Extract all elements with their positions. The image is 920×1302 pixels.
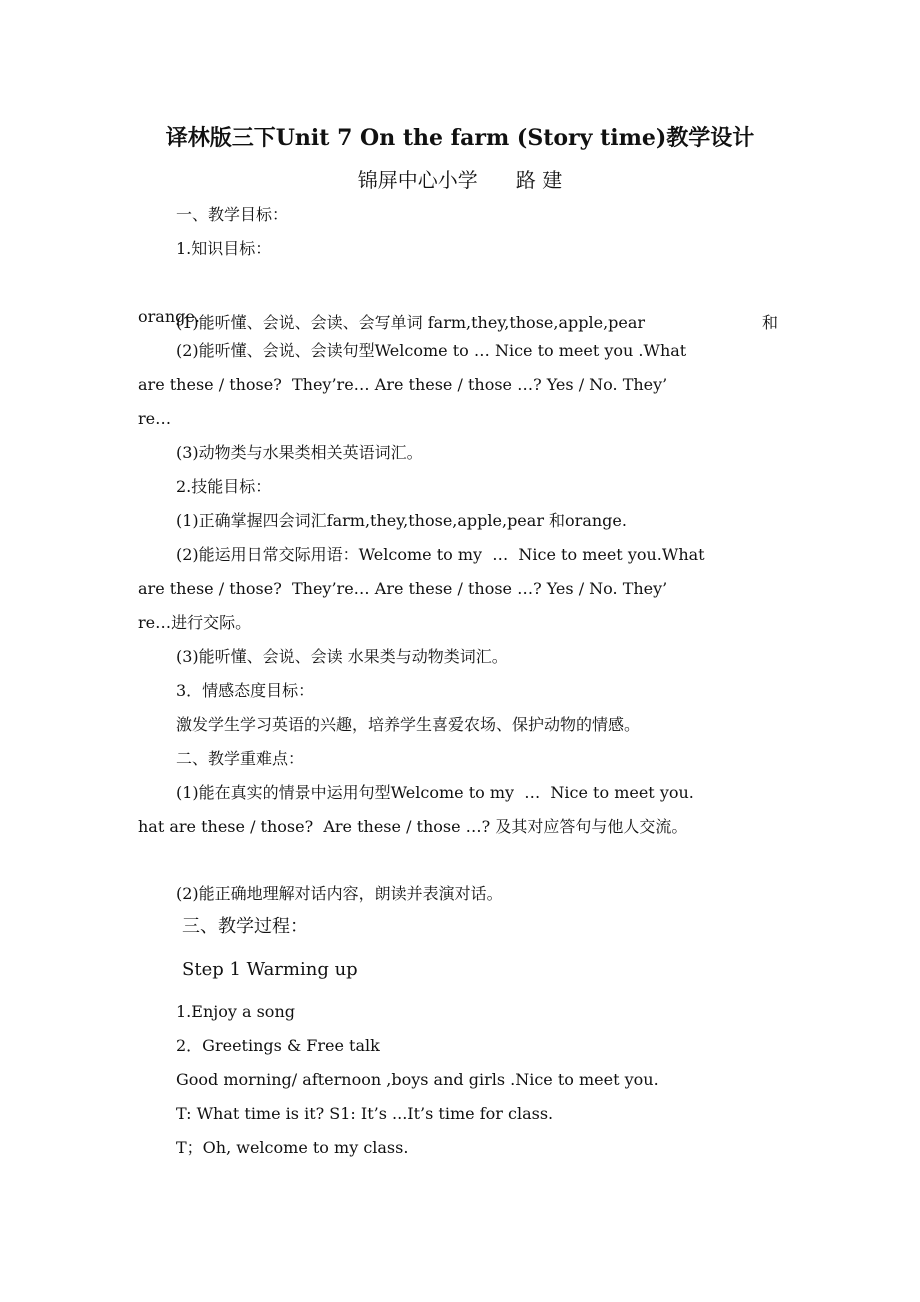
section1-heading: 一、教学目标： xyxy=(176,205,289,224)
k2-line2: are these / those? They’re… Are these / those …? Yes / No. They’ xyxy=(138,375,668,394)
k1-line1-left: (1)能听懂、会说、会读、会写单词 farm,they,those,apple,pear xyxy=(176,313,646,332)
k2-line3: re… xyxy=(138,409,172,428)
d2-line: (2)能正确地理解对话内容，朗读并表演对话。 xyxy=(176,884,503,903)
p3-line: Good morning/ afternoon ,boys and girls .Nice to meet you. xyxy=(176,1070,659,1089)
knowledge-heading: 1.知识目标： xyxy=(176,239,272,258)
k2-line1: (2)能听懂、会说、会读句型Welcome to … Nice to meet you .What xyxy=(176,341,687,360)
document-title: 译林版三下Unit 7 On the farm (Story time)教学设计 xyxy=(165,125,755,151)
author-line: 锦屏中心小学 路 建 xyxy=(357,168,563,192)
step1-heading: Step 1 Warming up xyxy=(182,959,358,980)
affect-line: 激发学生学习英语的兴趣，培养学生喜爱农场、保护动物的情感。 xyxy=(176,715,641,734)
skills-heading: 2.技能目标： xyxy=(176,477,272,496)
k1-line2: orange. xyxy=(138,307,200,326)
s3-line: (3)能听懂、会说、会读 水果类与动物类词汇。 xyxy=(176,647,508,666)
s2-line1: (2)能运用日常交际用语：Welcome to my … Nice to meet you.What xyxy=(176,545,705,564)
p5-line: T；Oh, welcome to my class. xyxy=(176,1138,409,1157)
section3-heading: 三、教学过程： xyxy=(182,916,308,937)
s1-line: (1)正确掌握四会词汇farm,they,those,apple,pear 和orange. xyxy=(176,511,627,530)
p1-line: 1.Enjoy a song xyxy=(176,1002,295,1021)
section2-heading: 二、教学重难点： xyxy=(176,749,305,768)
d1-line2: hat are these / those? Are these / those …? 及其对应答句与他人交流。 xyxy=(138,817,688,836)
s2-line2: are these / those? They’re… Are these / those …? Yes / No. They’ xyxy=(138,579,668,598)
k1-line1-right: 和 xyxy=(761,313,778,332)
p4-line: T: What time is it? S1: It’s ...It’s time for class. xyxy=(176,1104,554,1123)
d1-line1: (1)能在真实的情景中运用句型Welcome to my … Nice to meet you. xyxy=(176,783,694,802)
p2-line: 2．Greetings & Free talk xyxy=(176,1036,380,1055)
k3-line: (3)动物类与水果类相关英语词汇。 xyxy=(176,443,423,462)
s2-line3: re…进行交际。 xyxy=(138,613,252,632)
affect-heading: 3．情感态度目标： xyxy=(176,681,315,700)
